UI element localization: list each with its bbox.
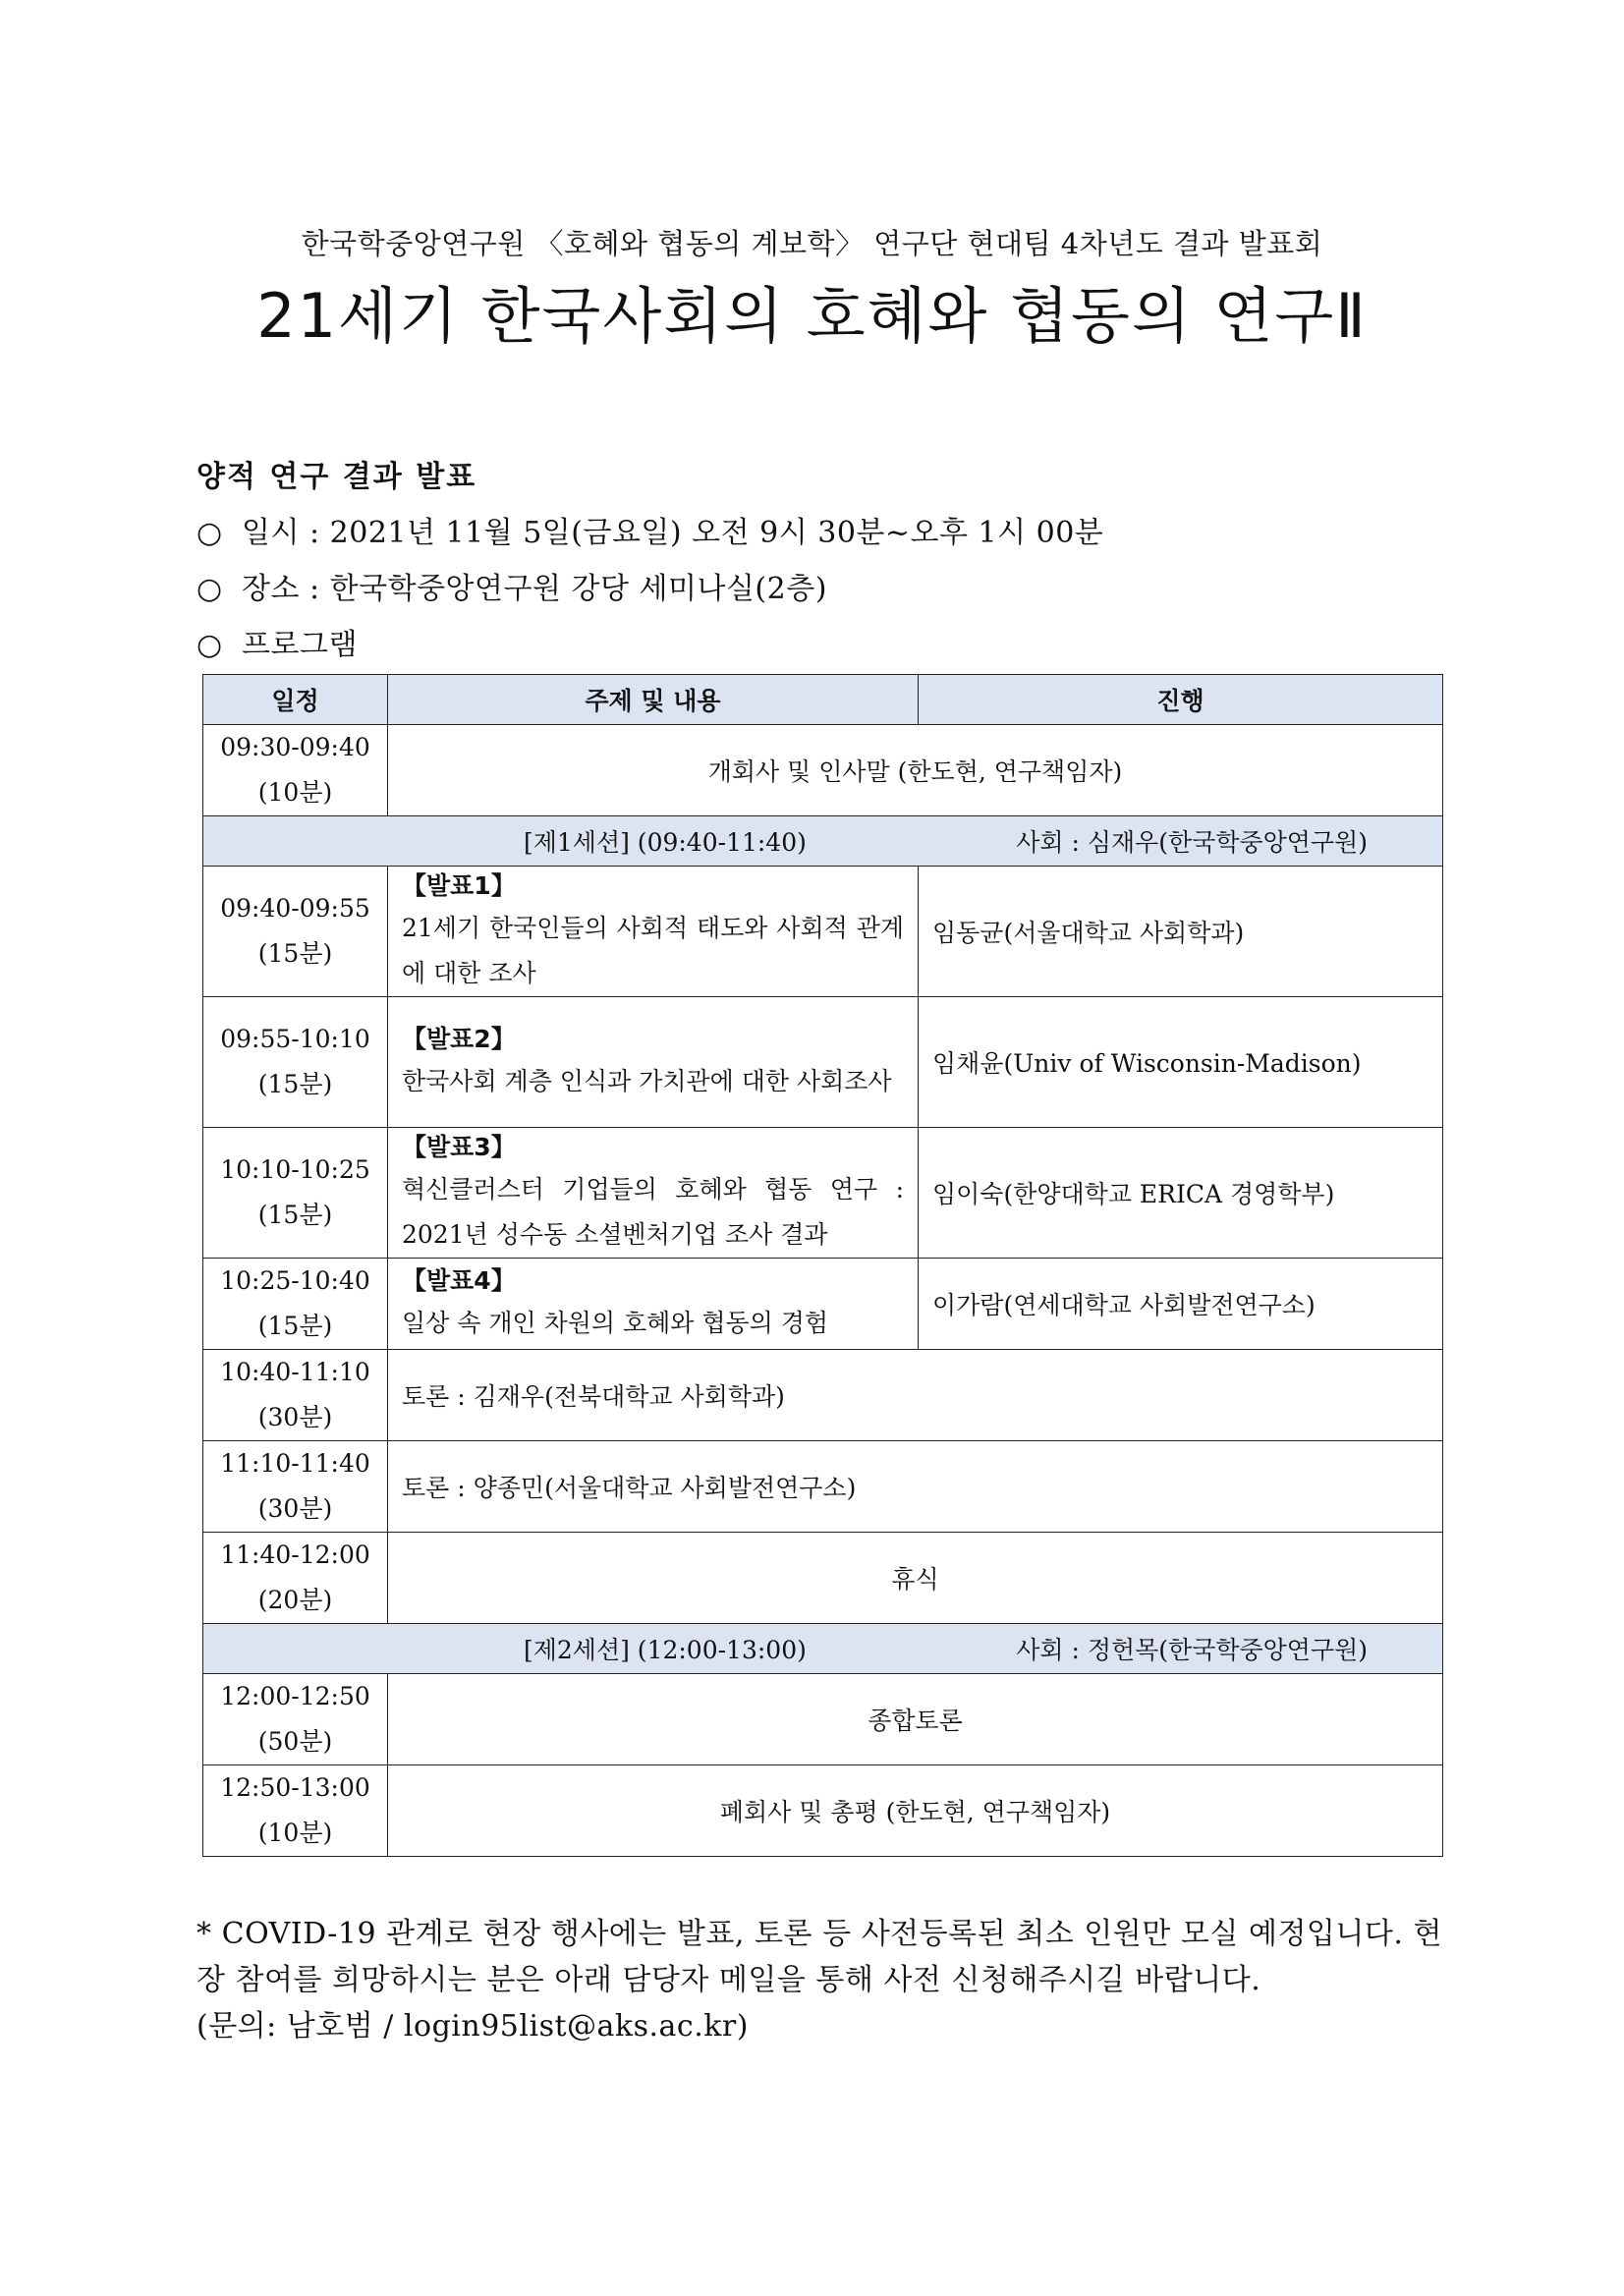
presentation-topic: 혁신클러스터 기업들의 호혜와 협동 연구 : 2021년 성수동 소셜벤처기업 조사 결과 bbox=[402, 1175, 904, 1249]
presentation-tag: 【발표3】 bbox=[402, 1133, 516, 1161]
section-heading: 양적 연구 결과 발표 bbox=[196, 460, 477, 494]
table-row-presentation-3 bbox=[203, 1128, 1443, 1259]
presentation-topic: 한국사회 계층 인식과 가치관에 대한 사회조사 bbox=[402, 1067, 892, 1095]
session-2-title: [제2세션] (12:00-13:00) bbox=[524, 1636, 807, 1664]
event-subtitle: 한국학중앙연구원 〈호혜와 협동의 계보학〉 연구단 현대팀 4차년도 결과 발표회 bbox=[301, 227, 1323, 260]
time-range: 12:00-12:50 bbox=[220, 1682, 370, 1710]
time-range: 10:40-11:10 bbox=[220, 1358, 370, 1386]
covid-notice bbox=[196, 1911, 1442, 2049]
presentation-tag: 【발표2】 bbox=[402, 1025, 516, 1053]
time-duration: (15분) bbox=[257, 1070, 333, 1098]
time-range: 11:10-11:40 bbox=[220, 1449, 370, 1478]
table-row-presentation-4 bbox=[203, 1259, 1443, 1350]
time-cell bbox=[203, 1674, 388, 1765]
program-label: 프로그램 bbox=[242, 628, 358, 662]
time-duration: (15분) bbox=[257, 1201, 333, 1229]
program-table bbox=[202, 674, 1443, 1857]
session-1-title: [제1세션] (09:40-11:40) bbox=[524, 828, 807, 857]
contact-info: (문의: 남호범 / login95list@aks.ac.kr) bbox=[196, 2009, 749, 2044]
time-range: 09:30-09:40 bbox=[220, 733, 370, 761]
datetime-text: 일시 : 2021년 11월 5일(금요일) 오전 9시 30분~오후 1시 00분 bbox=[242, 516, 1104, 550]
general-discussion-content: 종합토론 bbox=[388, 1674, 1443, 1765]
time-duration: (15분) bbox=[257, 1312, 333, 1340]
presentation-topic: 일상 속 개인 차원의 호혜와 협동의 경험 bbox=[402, 1309, 829, 1337]
notice-text: * COVID-19 관계로 현장 행사에는 발표, 토론 등 사전등록된 최소 인원만 모실 예정입니다. 현장 참여를 희망하시는 분은 아래 담당자 메일을 통해 사전 신청해주시길 바랍니다. bbox=[196, 1917, 1442, 1997]
program-line bbox=[196, 626, 358, 665]
time-duration: (20분) bbox=[257, 1586, 333, 1614]
session-1-row bbox=[203, 816, 1443, 867]
time-duration: (10분) bbox=[257, 1819, 333, 1847]
opening-content: 개회사 및 인사말 (한도현, 연구책임자) bbox=[388, 725, 1443, 816]
time-cell bbox=[203, 1350, 388, 1441]
presenter-cell: 임이숙(한양대학교 ERICA 경영학부) bbox=[919, 1128, 1443, 1259]
time-cell bbox=[203, 1533, 388, 1624]
header-host: 진행 bbox=[919, 675, 1443, 725]
presenter-cell: 임동균(서울대학교 사회학과) bbox=[919, 867, 1443, 997]
event-title: 21세기 한국사회의 호혜와 협동의 연구Ⅱ bbox=[256, 280, 1368, 352]
table-row-break bbox=[203, 1533, 1443, 1624]
presenter-cell: 임채윤(Univ of Wisconsin-Madison) bbox=[919, 997, 1443, 1128]
presenter-cell: 이가람(연세대학교 사회발전연구소) bbox=[919, 1259, 1443, 1350]
topic-cell bbox=[388, 1128, 919, 1259]
table-row-discussion-1 bbox=[203, 1350, 1443, 1441]
circle-bullet-icon: ○ bbox=[196, 572, 223, 606]
session-2-row bbox=[203, 1624, 1443, 1674]
venue-line bbox=[196, 570, 827, 609]
discussion-content: 토론 : 양종민(서울대학교 사회발전연구소) bbox=[388, 1441, 1443, 1533]
topic-cell bbox=[388, 997, 919, 1128]
session-1-host: 사회 : 심재우(한국학중앙연구원) bbox=[1016, 828, 1368, 857]
closing-content: 폐회사 및 총평 (한도현, 연구책임자) bbox=[388, 1765, 1443, 1857]
time-cell bbox=[203, 1441, 388, 1533]
time-cell bbox=[203, 725, 388, 816]
session-2-cell bbox=[203, 1624, 1443, 1674]
time-cell bbox=[203, 867, 388, 997]
session-1-cell bbox=[203, 816, 1443, 867]
topic-cell bbox=[388, 1259, 919, 1350]
time-range: 10:10-10:25 bbox=[220, 1155, 370, 1184]
table-header-row bbox=[203, 675, 1443, 725]
time-duration: (30분) bbox=[257, 1403, 333, 1431]
header-topic: 주제 및 내용 bbox=[388, 675, 919, 725]
venue-text: 장소 : 한국학중앙연구원 강당 세미나실(2층) bbox=[242, 572, 827, 606]
time-cell bbox=[203, 997, 388, 1128]
table-row-opening bbox=[203, 725, 1443, 816]
header-time: 일정 bbox=[203, 675, 388, 725]
circle-bullet-icon: ○ bbox=[196, 516, 223, 550]
time-range: 09:55-10:10 bbox=[220, 1025, 370, 1053]
session-2-host: 사회 : 정헌목(한국학중앙연구원) bbox=[1016, 1636, 1368, 1664]
time-duration: (15분) bbox=[257, 939, 333, 968]
time-cell bbox=[203, 1128, 388, 1259]
table-row-presentation-1 bbox=[203, 867, 1443, 997]
time-duration: (30분) bbox=[257, 1494, 333, 1523]
time-range: 10:25-10:40 bbox=[220, 1266, 370, 1295]
table-row-presentation-2 bbox=[203, 997, 1443, 1128]
circle-bullet-icon: ○ bbox=[196, 628, 223, 662]
break-content: 휴식 bbox=[388, 1533, 1443, 1624]
presentation-topic: 21세기 한국인들의 사회적 태도와 사회적 관계에 대한 조사 bbox=[402, 914, 904, 987]
time-cell bbox=[203, 1765, 388, 1857]
table-row-closing bbox=[203, 1765, 1443, 1857]
time-duration: (10분) bbox=[257, 778, 333, 807]
time-range: 12:50-13:00 bbox=[220, 1773, 370, 1802]
topic-cell bbox=[388, 867, 919, 997]
time-range: 09:40-09:55 bbox=[220, 894, 370, 923]
discussion-content: 토론 : 김재우(전북대학교 사회학과) bbox=[388, 1350, 1443, 1441]
table-row-general-discussion bbox=[203, 1674, 1443, 1765]
presentation-tag: 【발표1】 bbox=[402, 871, 516, 900]
time-duration: (50분) bbox=[257, 1727, 333, 1756]
time-range: 11:40-12:00 bbox=[220, 1540, 370, 1569]
presentation-tag: 【발표4】 bbox=[402, 1266, 516, 1295]
table-row-discussion-2 bbox=[203, 1441, 1443, 1533]
datetime-line bbox=[196, 514, 1103, 553]
time-cell bbox=[203, 1259, 388, 1350]
